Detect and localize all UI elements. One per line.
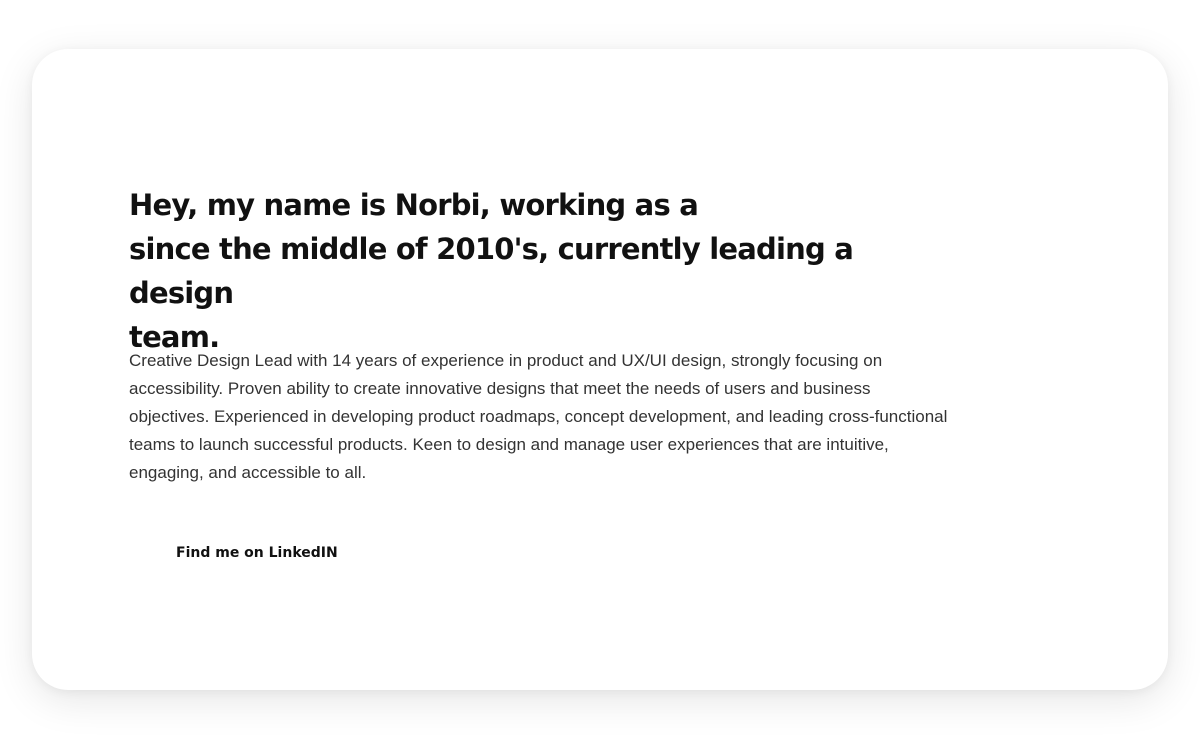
intro-card bbox=[32, 49, 1168, 690]
bio-paragraph: Creative Design Lead with 14 years of experience in product and UX/UI design, strongly focusing on accessibility. Proven ability to create innovative designs that meet the needs of users and business objectives. Experienced in developing product roadmaps, concept development, and leading cross-functional teams to launch successful products. Keen to design and manage user experiences that are intuitive, engaging, and accessible to all. bbox=[129, 351, 948, 482]
headline-line-1: Hey, my name is Norbi, working as a bbox=[129, 188, 698, 222]
headline-line-2: since the middle of 2010's, currently leading a design bbox=[129, 232, 853, 310]
page-title bbox=[129, 183, 949, 359]
headline-line-3: team. bbox=[129, 320, 220, 354]
linkedin-link[interactable]: Find me on LinkedIN bbox=[176, 545, 338, 561]
